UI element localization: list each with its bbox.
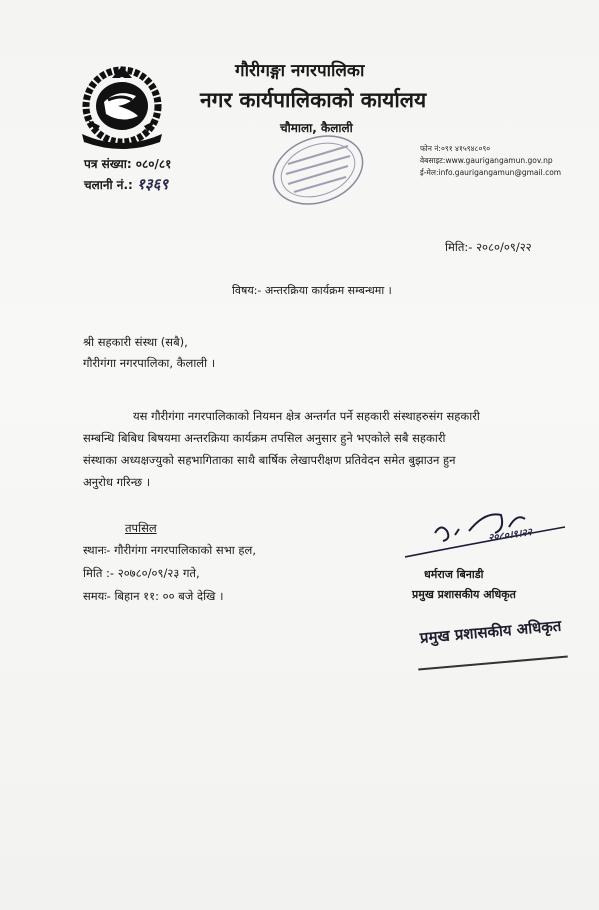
letter-subject: विषय:- अन्तरक्रिया कार्यक्रम सम्बन्धमा । — [232, 284, 392, 297]
nepal-emblem-icon — [78, 60, 166, 150]
signatory-title: प्रमुख प्रशासकीय अधिकृत — [412, 588, 516, 601]
signatory-name: धर्मराज बिनाडी — [424, 568, 484, 581]
body-line-4: अनुरोध गरिन्छ । — [83, 475, 151, 489]
office-stamp — [268, 134, 368, 206]
letter-date: मिति:- २०८०/०९/२२ — [445, 240, 532, 254]
contact-phone: फोन नं:०९१ ४१५९४८०९० — [420, 144, 491, 153]
contact-email: ई-मेल:info.gaurigangamun@gmail.com — [420, 168, 562, 177]
details-venue: स्थानः- गौरीगंगा नगरपालिकाको सभा हल, — [83, 543, 256, 557]
dispatch-number-value: १३६९ — [137, 175, 169, 193]
details-heading: तपसिल — [125, 521, 157, 535]
letter-body — [83, 405, 555, 493]
body-line-3: संस्थाका अध्यक्षज्युको सहभागिताका साथै बार्षिक लेखापरीक्षण प्रतिवेदन समेत बुझाउन हुन — [83, 453, 456, 467]
body-line-2: सम्बन्धि बिबिध बिषयमा अन्तरक्रिया कार्यक्रम तपसिल अनुसार हुने भएकोले सबै सहकारी — [83, 431, 446, 445]
letter-number: पत्र संख्या: ०८०/८१ — [84, 157, 172, 171]
details-time: समयः- बिहान ११: ०० बजे देखि । — [83, 589, 224, 603]
title-stamp-underline — [418, 655, 568, 670]
dispatch-number-label: चलानी नं.: — [84, 178, 133, 192]
recipient-line-2: गौरीगंगा नगरपालिका, कैलाली । — [83, 356, 216, 370]
contact-website: वेबसाइट:www.gaurigangamun.gov.np — [420, 156, 553, 165]
signature-date: २०८०।९।२२ — [487, 526, 533, 544]
municipality-name: गौरीगङ्गा नगरपालिका — [235, 61, 365, 81]
details-date: मिति :- २०७८०/०९/२३ गते, — [83, 566, 200, 580]
body-line-1: यस गौरीगंगा नगरपालिकाको नियमन क्षेत्र अन्तर्गत पर्ने सहकारी संस्थाहरुसंग सहकारी — [133, 409, 480, 423]
recipient-line-1: श्री सहकारी संस्था (सबै), — [83, 335, 188, 349]
office-name: नगर कार्यपालिकाको कार्यालय — [200, 88, 427, 112]
dispatch-number-row — [84, 174, 168, 194]
office-address: चौमाला, कैलाली — [280, 121, 353, 135]
title-stamp: प्रमुख प्रशासकीय अधिकृत — [419, 616, 562, 647]
